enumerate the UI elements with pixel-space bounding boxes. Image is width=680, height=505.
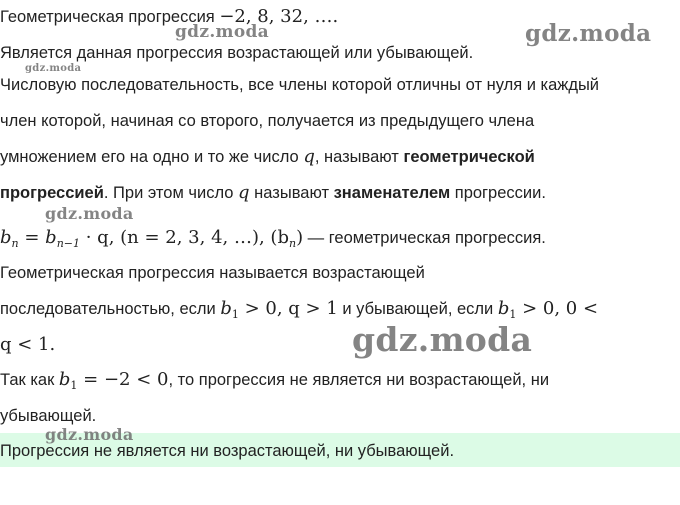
increasing-condition: > 0, q > 1 bbox=[238, 298, 338, 319]
decreasing-condition: > 0, 0 < bbox=[516, 298, 599, 319]
monotonic-line-3: q < 1. bbox=[0, 334, 56, 355]
formula-sub: n−1 bbox=[56, 237, 80, 250]
solution-text: , то прогрессия не является ни возрастающей, ни bbox=[168, 371, 550, 389]
formula-sub: n bbox=[11, 237, 19, 250]
solution-text: Так как bbox=[0, 371, 59, 389]
problem-text: Геометрическая прогрессия bbox=[0, 8, 220, 26]
formula-b: b bbox=[45, 227, 57, 248]
watermark: gdz.moda bbox=[175, 22, 269, 42]
q-symbol: q bbox=[303, 146, 315, 167]
watermark: gdz.moda bbox=[45, 425, 134, 444]
sequence-math: −2, 8, 32, …. bbox=[219, 6, 339, 27]
problem-statement bbox=[0, 6, 338, 28]
definition-line-4 bbox=[0, 182, 546, 204]
definition-text: , называют bbox=[314, 148, 404, 166]
monotonic-text: последовательностью, если bbox=[0, 300, 221, 318]
term-geometric: геометрической bbox=[403, 148, 535, 166]
b1-sub: 1 bbox=[70, 379, 78, 392]
problem-question: Является данная прогрессия возрастающей или убывающей. bbox=[0, 44, 474, 62]
definition-text: . При этом число bbox=[103, 184, 239, 202]
watermark: gdz.moda bbox=[25, 63, 82, 74]
watermark: gdz.moda bbox=[525, 20, 652, 47]
term-denominator: знаменателем bbox=[333, 184, 451, 202]
solution-math: = −2 < 0 bbox=[77, 369, 169, 390]
definition-text: называют bbox=[249, 184, 334, 202]
watermark: gdz.moda bbox=[352, 320, 533, 359]
solution-line-2: убывающей. bbox=[0, 407, 97, 425]
definition-text: прогрессии. bbox=[450, 184, 546, 202]
watermark: gdz.moda bbox=[45, 204, 134, 223]
solution-line-1 bbox=[0, 369, 549, 397]
formula-b: b bbox=[0, 227, 12, 248]
b1-symbol: b bbox=[220, 298, 232, 319]
formula-sub: n bbox=[288, 237, 297, 250]
b1-sub: 1 bbox=[509, 308, 517, 321]
formula-close: ) bbox=[296, 227, 304, 248]
formula-text: — геометрическая прогрессия. bbox=[303, 229, 546, 247]
monotonic-line-1: Геометрическая прогрессия называется возрастающей bbox=[0, 264, 425, 282]
definition-text: умножением его на одно и то же число bbox=[0, 148, 304, 166]
formula-line bbox=[0, 227, 546, 255]
definition-line-3 bbox=[0, 146, 535, 168]
formula-eq: = bbox=[18, 227, 46, 248]
b1-symbol: b bbox=[58, 369, 71, 390]
answer-text: Прогрессия не является ни возрастающей, ни убывающей. bbox=[0, 442, 455, 460]
monotonic-text: и убывающей, если bbox=[337, 300, 498, 318]
q-symbol: q bbox=[238, 182, 250, 203]
formula-rest: · q, (n = 2, 3, 4, …), (b bbox=[80, 227, 289, 248]
term-progression: прогрессией bbox=[0, 184, 104, 202]
definition-line-1: Числовую последовательность, все члены которой отличны от нуля и каждый bbox=[0, 76, 600, 94]
b1-sub: 1 bbox=[231, 308, 239, 321]
b1-symbol: b bbox=[497, 298, 510, 319]
definition-line-2: член которой, начиная со второго, получается из предыдущего члена bbox=[0, 112, 535, 130]
